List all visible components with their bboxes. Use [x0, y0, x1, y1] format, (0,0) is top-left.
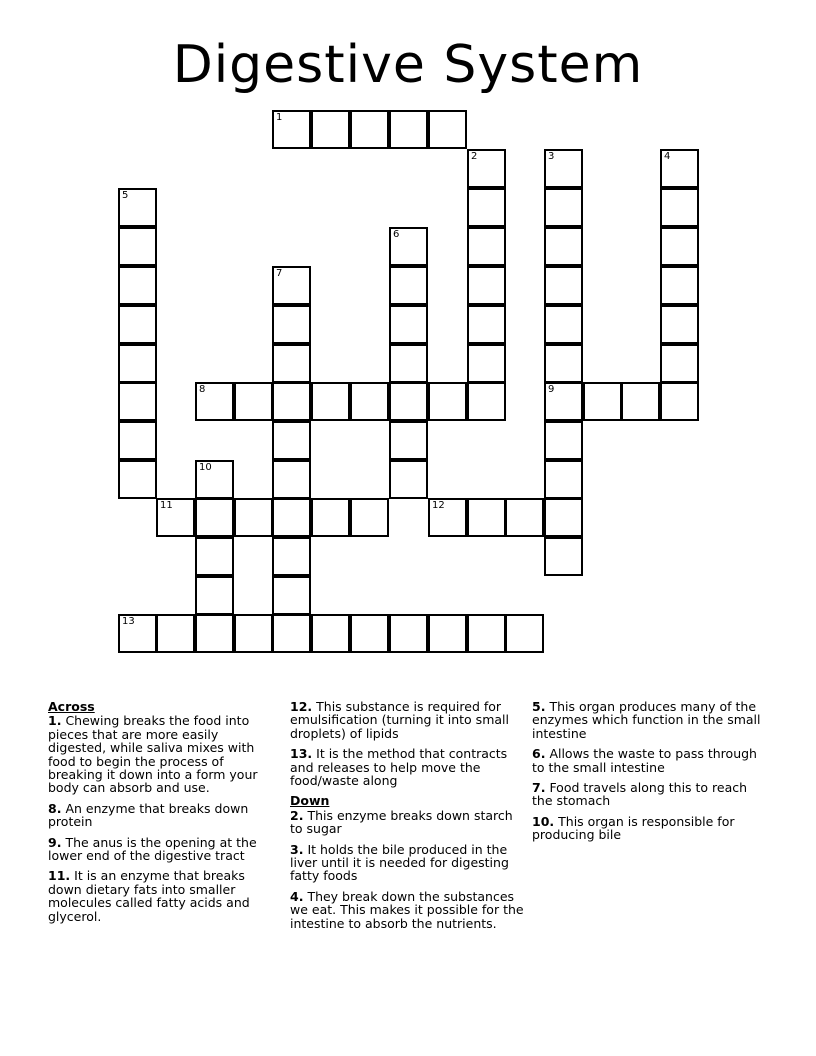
clue-text: This organ produces many of the enzymes which function in the small intestine	[532, 699, 761, 741]
grid-cell[interactable]	[544, 227, 583, 266]
grid-cell[interactable]	[195, 382, 234, 421]
clue-number: 9.	[48, 834, 62, 850]
cell-number: 1	[276, 112, 283, 123]
grid-cell[interactable]	[389, 344, 428, 383]
clue-text: It holds the bile produced in the liver until it is needed for digesting fatty foods	[290, 841, 509, 884]
grid-cell[interactable]	[234, 614, 273, 653]
grid-cell[interactable]	[272, 537, 311, 576]
clue-text: This organ is responsible for producing bile	[532, 813, 735, 843]
clue-down-4	[290, 890, 525, 930]
clue-text: This substance is required for emulsification (turning it into small droplets) of lipids	[290, 699, 509, 741]
grid-cell[interactable]	[195, 537, 234, 576]
grid-cell[interactable]	[195, 460, 234, 499]
grid-cell[interactable]	[660, 305, 699, 344]
grid-cell[interactable]	[428, 110, 467, 149]
cell-number: 4	[664, 151, 671, 162]
grid-cell[interactable]	[234, 382, 273, 421]
clue-text: Allows the waste to pass through to the small intestine	[532, 746, 757, 775]
grid-cell[interactable]	[544, 305, 583, 344]
grid-cell[interactable]	[118, 344, 157, 383]
grid-cell[interactable]	[272, 344, 311, 383]
grid-cell[interactable]	[660, 188, 699, 227]
grid-cell[interactable]	[118, 188, 157, 227]
grid-cell[interactable]	[389, 614, 428, 653]
grid-cell[interactable]	[272, 305, 311, 344]
clue-down-2	[290, 809, 525, 836]
grid-cell[interactable]	[118, 227, 157, 266]
clue-text: This enzyme breaks down starch to sugar	[290, 807, 513, 837]
clue-number: 3.	[290, 841, 304, 857]
cell-number: 7	[276, 268, 283, 279]
grid-cell[interactable]	[467, 382, 506, 421]
grid-cell[interactable]	[428, 382, 467, 421]
clue-text: Chewing breaks the food into pieces that are more easily digested, while saliva mixes with food to begin the process of breaking it down into a form your body can absorb and use.	[48, 713, 258, 796]
grid-cell[interactable]	[350, 614, 389, 653]
grid-cell[interactable]	[467, 266, 506, 305]
grid-cell[interactable]	[544, 266, 583, 305]
grid-cell[interactable]	[272, 614, 311, 653]
grid-cell[interactable]	[428, 614, 467, 653]
cell-number: 3	[548, 151, 555, 162]
grid-cell[interactable]	[660, 266, 699, 305]
grid-cell[interactable]	[389, 460, 428, 499]
grid-cell[interactable]	[350, 110, 389, 149]
cell-number: 10	[199, 462, 212, 473]
clue-across-8	[48, 802, 268, 829]
grid-cell[interactable]	[272, 576, 311, 615]
cell-number: 2	[471, 151, 478, 162]
clue-text: The anus is the opening at the lower end of the digestive tract	[48, 834, 257, 864]
clue-column-1	[48, 700, 268, 930]
grid-cell[interactable]	[467, 344, 506, 383]
grid-cell[interactable]	[544, 498, 583, 537]
clue-text: Food travels along this to reach the stomach	[532, 780, 748, 809]
grid-cell[interactable]	[272, 460, 311, 499]
clue-across-11	[48, 869, 268, 923]
grid-cell[interactable]	[505, 614, 544, 653]
grid-cell[interactable]	[311, 110, 350, 149]
clue-across-9	[48, 836, 268, 863]
grid-cell[interactable]	[389, 110, 428, 149]
grid-cell[interactable]	[467, 614, 506, 653]
clue-down-6	[532, 747, 762, 774]
grid-cell[interactable]	[428, 498, 467, 537]
cell-number: 6	[393, 229, 400, 240]
grid-cell[interactable]	[195, 614, 234, 653]
clue-text: It is an enzyme that breaks down dietary fats into smaller molecules called fatty acids and glycerol.	[48, 868, 250, 924]
grid-cell[interactable]	[311, 382, 350, 421]
cell-number: 5	[122, 190, 129, 201]
grid-cell[interactable]	[660, 344, 699, 383]
grid-cell[interactable]	[544, 149, 583, 188]
grid-cell[interactable]	[195, 498, 234, 537]
cell-number: 9	[548, 384, 555, 395]
grid-cell[interactable]	[272, 266, 311, 305]
grid-cell[interactable]	[660, 149, 699, 188]
clue-column-3	[532, 700, 762, 849]
grid-cell[interactable]	[660, 382, 699, 421]
grid-cell[interactable]	[389, 421, 428, 460]
grid-cell[interactable]	[544, 382, 583, 421]
grid-cell[interactable]	[467, 227, 506, 266]
grid-cell[interactable]	[272, 382, 311, 421]
clue-down-10	[532, 815, 762, 842]
clue-text: It is the method that contracts and releases to help move the food/waste along	[290, 746, 508, 789]
grid-cell[interactable]	[544, 537, 583, 576]
grid-cell[interactable]	[118, 305, 157, 344]
grid-cell[interactable]	[467, 149, 506, 188]
grid-cell[interactable]	[272, 498, 311, 537]
grid-cell[interactable]	[389, 266, 428, 305]
grid-cell[interactable]	[389, 382, 428, 421]
grid-cell[interactable]	[544, 188, 583, 227]
clue-number: 5.	[532, 699, 546, 714]
clue-column-2	[290, 700, 525, 937]
grid-cell[interactable]	[195, 576, 234, 615]
clue-across-12	[290, 700, 525, 740]
grid-cell[interactable]	[544, 344, 583, 383]
clue-number: 10.	[532, 813, 555, 829]
clue-number: 8.	[48, 800, 62, 816]
clue-number: 1.	[48, 713, 62, 729]
cell-number: 8	[199, 384, 206, 395]
grid-cell[interactable]	[156, 498, 195, 537]
grid-cell[interactable]	[311, 498, 350, 537]
grid-cell[interactable]	[272, 421, 311, 460]
clue-number: 11.	[48, 868, 71, 884]
grid-cell[interactable]	[118, 460, 157, 499]
grid-cell[interactable]	[621, 382, 660, 421]
puzzle-title: Digestive System	[172, 35, 644, 95]
grid-cell[interactable]	[467, 188, 506, 227]
clue-number: 6.	[532, 746, 546, 762]
across-heading: Across	[48, 699, 95, 714]
grid-cell[interactable]	[389, 227, 428, 266]
clue-down-3	[290, 843, 525, 883]
clue-number: 12.	[290, 699, 313, 714]
clue-across-1	[48, 714, 268, 794]
grid-cell[interactable]	[118, 382, 157, 421]
cell-number: 13	[122, 616, 135, 627]
grid-cell[interactable]	[156, 614, 195, 653]
grid-cell[interactable]	[118, 421, 157, 460]
grid-cell[interactable]	[583, 382, 622, 421]
grid-cell[interactable]	[467, 498, 506, 537]
grid-cell[interactable]	[467, 305, 506, 344]
clue-number: 4.	[290, 888, 304, 904]
grid-cell[interactable]	[389, 305, 428, 344]
clue-number: 13.	[290, 746, 313, 762]
clue-text: They break down the substances we eat. This makes it possible for the intestine to absorb the nutrients.	[290, 888, 524, 931]
grid-cell[interactable]	[350, 498, 389, 537]
grid-cell[interactable]	[234, 498, 273, 537]
grid-cell[interactable]	[505, 498, 544, 537]
clue-text: An enzyme that breaks down protein	[48, 800, 249, 830]
cell-number: 12	[432, 500, 445, 511]
grid-cell[interactable]	[311, 614, 350, 653]
grid-cell[interactable]	[660, 227, 699, 266]
clue-down-5	[532, 700, 762, 740]
grid-cell[interactable]	[544, 460, 583, 499]
down-heading: Down	[290, 793, 330, 809]
grid-cell[interactable]	[118, 614, 157, 653]
clue-across-13	[290, 747, 525, 787]
grid-cell[interactable]	[544, 421, 583, 460]
cell-number: 11	[160, 500, 173, 511]
grid-cell[interactable]	[118, 266, 157, 305]
grid-cell[interactable]	[350, 382, 389, 421]
clue-number: 2.	[290, 807, 304, 823]
clue-number: 7.	[532, 780, 546, 796]
clue-down-7	[532, 781, 762, 808]
grid-cell[interactable]	[272, 110, 311, 149]
